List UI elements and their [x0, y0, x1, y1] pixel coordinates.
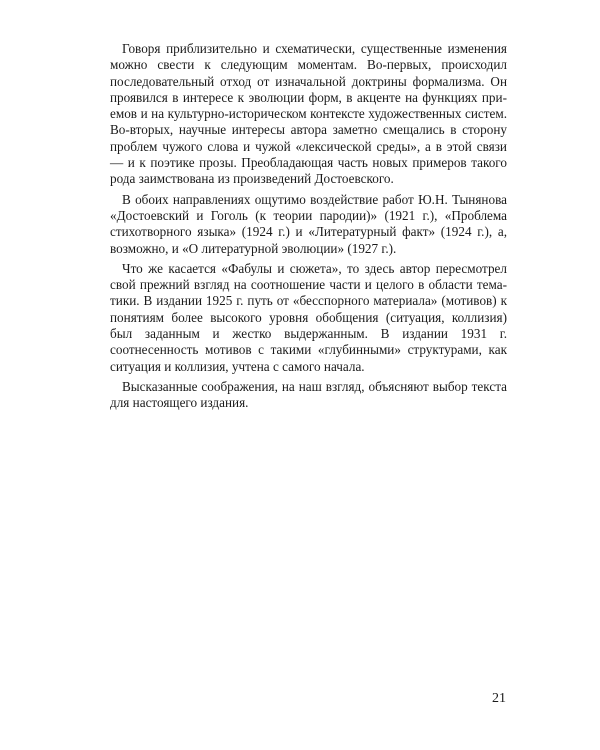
- paragraph-4: Высказанные соображения, на наш взгляд, объясняют выбор текста для настоящего издания.: [110, 378, 507, 411]
- paragraph-2: В обоих направлениях ощутимо воздействие работ Ю.Н. Тынянова «Достоевский и Гоголь (к теории пародии)» (1921 г.), «Проблема стихотворного языка» (1924 г.) и «Литературный факт» (1924 г.), а, возможно, и «О литературной эволюции» (1927 г.).: [110, 191, 507, 256]
- page-number: 21: [492, 691, 506, 706]
- paragraph-1: Говоря приблизительно и схематически, существенные изменения можно свести к следующим моментам. Во-первых, происходил последовательный отход от изначальной доктрины формализма. Он проявился в интересе к эволюции форм, в акценте на функциях приемов и на культурно-историческом контексте художественных систем. Во-вторых, научные интересы автора заметно смещались в сторону проблем чужого слова и чужой «лексической среды», а в этой связи — и к поэтике прозы. Преобладающая часть новых примеров такого рода заимствована из произведений Достоевского.: [110, 41, 507, 187]
- body-text: [110, 41, 507, 416]
- paragraph-3: Что же касается «Фабулы и сюжета», то здесь автор пересмотрел свой прежний взгляд на соотношение части и целого в области тематики. В издании 1925 г. путь от «бесспорного материала» (мотивов) к понятиям более высокого уровня обобщения (ситуация, коллизия) был заданным и жестко выдержанным. В издании 1931 г. соотнесенность мотивов с такими «глубинными» структурами, как ситуация и коллизия, учтена с самого начала.: [110, 260, 507, 374]
